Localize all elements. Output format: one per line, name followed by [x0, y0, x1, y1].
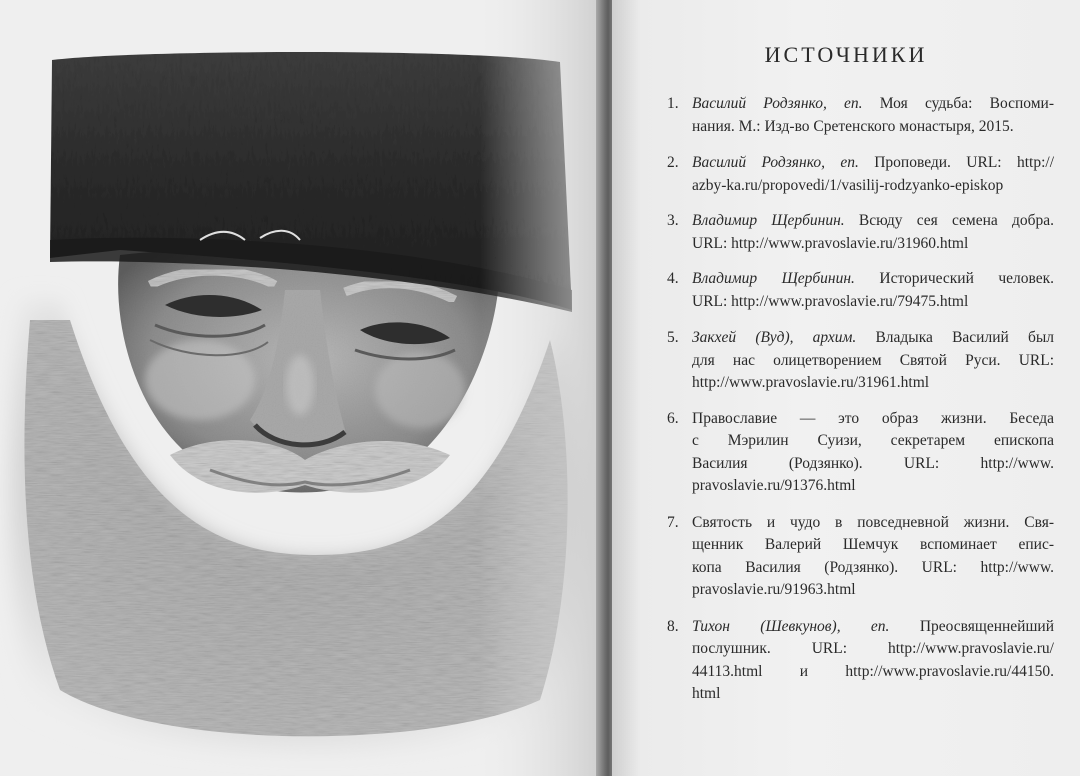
- source-line: для нас олицетворением Святой Руси. URL:: [692, 351, 1054, 369]
- source-number: 7.: [667, 513, 679, 531]
- source-item-3: [662, 210, 1054, 255]
- sources-list: [662, 93, 1054, 706]
- source-author: Тихон (Шевкунов), еп.: [692, 617, 890, 635]
- source-line: Тихон (Шевкунов), еп. Преосвященнейший: [692, 617, 1054, 635]
- source-line: Закхей (Вуд), архим. Владыка Василий был: [692, 329, 1054, 346]
- source-author: Василий Родзянко, еп.: [692, 154, 859, 171]
- sources-page: [612, 0, 1080, 776]
- source-item-6: [662, 408, 1054, 498]
- source-line: Василий Родзянко, еп. Проповеди. URL: http://: [692, 154, 1054, 171]
- source-line: копа Василия (Родзянко). URL: http://www.: [692, 558, 1054, 576]
- source-line: Владимир Щербинин. Исторический человек.: [692, 270, 1055, 287]
- source-line: URL: http://www.pravoslavie.ru/79475.html: [692, 292, 969, 310]
- source-author: Владимир Щербинин.: [692, 270, 855, 287]
- source-number: 6.: [667, 409, 679, 427]
- source-line: послушник. URL: http://www.pravoslavie.ru/: [692, 640, 1054, 657]
- source-line: html: [692, 685, 721, 702]
- source-line: azby-ka.ru/propovedi/1/vasilij-rodzyanko-episkop: [692, 176, 1004, 194]
- page-title: ИСТОЧНИКИ: [764, 42, 928, 67]
- source-item-4: [662, 268, 1054, 313]
- source-line: URL: http://www.pravoslavie.ru/31960.html: [692, 234, 969, 252]
- source-line: с Мэрилин Суизи, секретарем епископа: [692, 432, 1054, 449]
- source-number: 3.: [667, 212, 679, 229]
- source-number: 2.: [667, 154, 679, 171]
- source-line: 44113.html и http://www.pravoslavie.ru/44150.: [692, 662, 1054, 680]
- source-line: нания. М.: Изд-во Сретенского монастыря, 2015.: [692, 117, 1014, 135]
- source-line: Василия (Родзянко). URL: http://www.: [692, 454, 1054, 472]
- source-line: щенник Валерий Шемчук вспоминает епис-: [692, 536, 1054, 553]
- source-item-8: [662, 616, 1054, 706]
- source-author: Василий Родзянко, еп.: [692, 95, 863, 112]
- source-number: 1.: [667, 95, 679, 112]
- source-number: 4.: [667, 270, 679, 287]
- source-line: pravoslavie.ru/91963.html: [692, 581, 856, 598]
- source-author: Закхей (Вуд), архим.: [692, 329, 857, 346]
- source-item-2: [662, 152, 1054, 197]
- source-line: Василий Родзянко, еп. Моя судьба: Воспоми-: [692, 95, 1055, 112]
- source-line: Святость и чудо в повседневной жизни. Свя-: [692, 513, 1054, 531]
- source-line: Православие — это образ жизни. Беседа: [692, 409, 1054, 427]
- source-number: 8.: [667, 617, 679, 635]
- source-item-5: [662, 327, 1054, 395]
- source-line: Владимир Щербинин. Всюду сея семена добра.: [692, 212, 1054, 229]
- source-author: Владимир Щербинин.: [692, 212, 845, 229]
- source-line: pravoslavie.ru/91376.html: [692, 477, 856, 494]
- source-item-1: [662, 93, 1054, 138]
- source-number: 5.: [667, 329, 679, 346]
- source-line: http://www.pravoslavie.ru/31961.html: [692, 374, 930, 391]
- source-item-7: [662, 512, 1054, 602]
